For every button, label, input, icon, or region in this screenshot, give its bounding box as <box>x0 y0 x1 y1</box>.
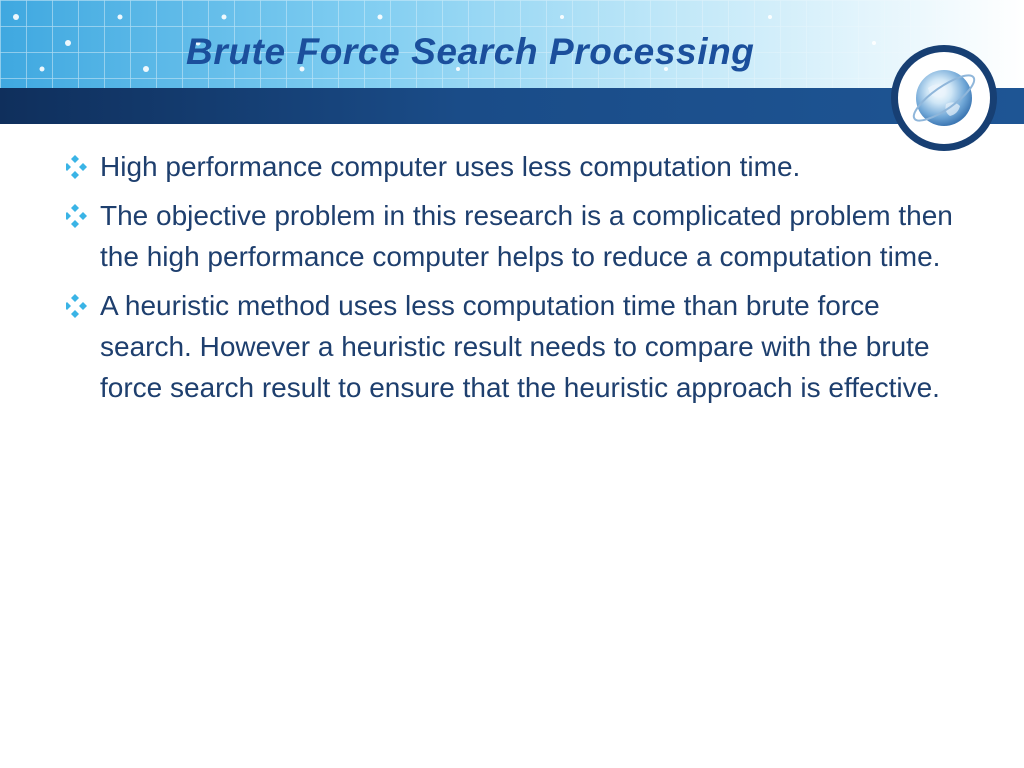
bullet-text: The objective problem in this research is a complicated problem then the high performance computer helps to reduce a computation time. <box>100 200 953 272</box>
bullet-list <box>66 146 976 416</box>
bullet-text: High performance computer uses less computation time. <box>100 151 801 182</box>
bullet-item <box>66 195 976 277</box>
bullet-item <box>66 146 976 187</box>
slide-title: Brute Force Search Processing <box>186 31 755 72</box>
four-diamond-bullet-icon <box>66 294 92 318</box>
globe-icon <box>888 42 1000 154</box>
bullet-text: A heuristic method uses less computation time than brute force search. However a heuristic result needs to compare with the brute force search result to ensure that the heuristic approach is effective. <box>100 290 940 403</box>
bullet-item <box>66 285 976 408</box>
four-diamond-bullet-icon <box>66 204 92 228</box>
four-diamond-bullet-icon <box>66 155 92 179</box>
header-bar <box>0 88 1024 124</box>
